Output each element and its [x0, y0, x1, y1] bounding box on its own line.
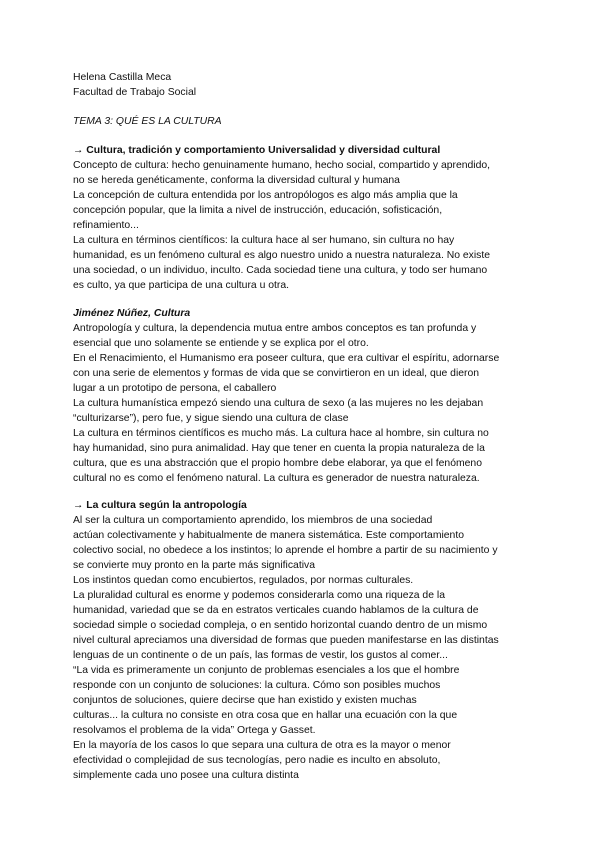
paragraph-line: colectivo social, no obedece a los instintos; lo aprende el hombre a partir de su nacimiento y [73, 545, 498, 556]
paragraph-line: lenguas de un continente o de un país, las formas de vestir, los gustos al comer... [73, 650, 448, 661]
paragraph-line: sociedad simple o sociedad compleja, o en sentido horizontal cuando dentro de un mismo [73, 620, 488, 631]
paragraph-line: una sociedad, o un individuo, inculto. Cada sociedad tiene una cultura, y todo ser humano [73, 265, 488, 276]
paragraph-line: esencial que uno solamente se entiende y se explica por el otro. [73, 338, 369, 349]
faculty-name: Facultad de Trabajo Social [73, 87, 197, 98]
section-heading: → La cultura según la antropología [73, 500, 247, 511]
paragraph-line: En el Renacimiento, el Humanismo era poseer cultura, que era cultivar el espíritu, adornarse [73, 353, 500, 364]
author-name: Helena Castilla Meca [73, 72, 172, 83]
paragraph-line: La concepción de cultura entendida por los antropólogos es algo más amplia que la [73, 190, 458, 201]
paragraph-line: “La vida es primeramente un conjunto de problemas esenciales a los que el hombre [73, 665, 460, 676]
section-heading: Jiménez Núñez, Cultura [73, 308, 191, 319]
paragraph-line: responde con un conjunto de soluciones: la cultura. Cómo son posibles muchos [73, 680, 441, 691]
paragraph-line: es culto, ya que participa de una cultura u otra. [73, 280, 290, 291]
paragraph-line: hay humanidad, sino pura animalidad. Hay que tener en cuenta la propia naturaleza de la [73, 443, 485, 454]
paragraph-line: culturas... la cultura no consiste en otra cosa que en hallar una ecuación con la que [73, 710, 458, 721]
paragraph-line: humanidad, variedad que se da en estratos verticales cuando hablamos de la cultura de [73, 605, 479, 616]
paragraph-line: resolvamos el problema de la vida” Ortega y Gasset. [73, 725, 316, 736]
paragraph-line: La pluralidad cultural es enorme y podemos considerarla como una riqueza de la [73, 590, 445, 601]
paragraph-line: con una serie de elementos y formas de vida que se convirtieron en un ideal, que dieron [73, 368, 480, 379]
paragraph-line: Concepto de cultura: hecho genuinamente humano, hecho social, compartido y aprendido, [73, 160, 491, 171]
paragraph-line: cultura, que es una abstracción que el propio hombre debe elaborar, ya que el fenómeno [73, 458, 482, 469]
paragraph-line: “culturizarse”), pero fue, y sigue siendo una cultura de clase [73, 413, 349, 424]
paragraph-line: simplemente cada uno posee una cultura distinta [73, 770, 299, 781]
paragraph-line: En la mayoría de los casos lo que separa una cultura de otra es la mayor o menor [73, 740, 451, 751]
paragraph-line: lugar a un prototipo de persona, el caballero [73, 383, 277, 394]
paragraph-line: humanidad, es un fenómeno cultural es algo nuestro unido a nuestra naturaleza. No existe [73, 250, 491, 261]
paragraph-line: actúan colectivamente y habitualmente de manera sistemática. Este comportamiento [73, 530, 465, 541]
topic-title: TEMA 3: QUÉ ES LA CULTURA [73, 116, 222, 127]
paragraph-line: no se hereda genéticamente, conforma la diversidad cultural y humana [73, 175, 400, 186]
paragraph-line: Al ser la cultura un comportamiento aprendido, los miembros de una sociedad [73, 515, 433, 526]
paragraph-line: efectividad o complejidad de sus tecnologías, pero nadie es inculto en absoluto, [73, 755, 441, 766]
paragraph-line: La cultura en términos científicos es mucho más. La cultura hace al hombre, sin cultura no [73, 428, 489, 439]
paragraph-line: concepción popular, que la limita a nivel de instrucción, educación, sofisticación, [73, 205, 443, 216]
paragraph-line: se convierte muy pronto en la parte más significativa [73, 560, 315, 571]
paragraph-line: La cultura humanística empezó siendo una cultura de sexo (a las mujeres no les dejaban [73, 398, 484, 409]
paragraph-line: La cultura en términos científicos: la cultura hace al ser humano, sin cultura no hay [73, 235, 455, 246]
paragraph-line: refinamiento... [73, 220, 139, 231]
paragraph-line: cultural no es como el fenómeno natural. La cultura es generador de nuestra naturaleza. [73, 473, 480, 484]
paragraph-line: Antropología y cultura, la dependencia mutua entre ambos conceptos es tan profunda y [73, 323, 477, 334]
paragraph-line: conjuntos de soluciones, quiere decirse que han existido y existen muchas [73, 695, 417, 706]
section-heading: → Cultura, tradición y comportamiento Universalidad y diversidad cultural [73, 145, 441, 156]
paragraph-line: Los instintos quedan como encubiertos, regulados, por normas culturales. [73, 575, 414, 586]
paragraph-line: nivel cultural apreciamos una diversidad de formas que pueden manifestarse en las distintas [73, 635, 499, 646]
